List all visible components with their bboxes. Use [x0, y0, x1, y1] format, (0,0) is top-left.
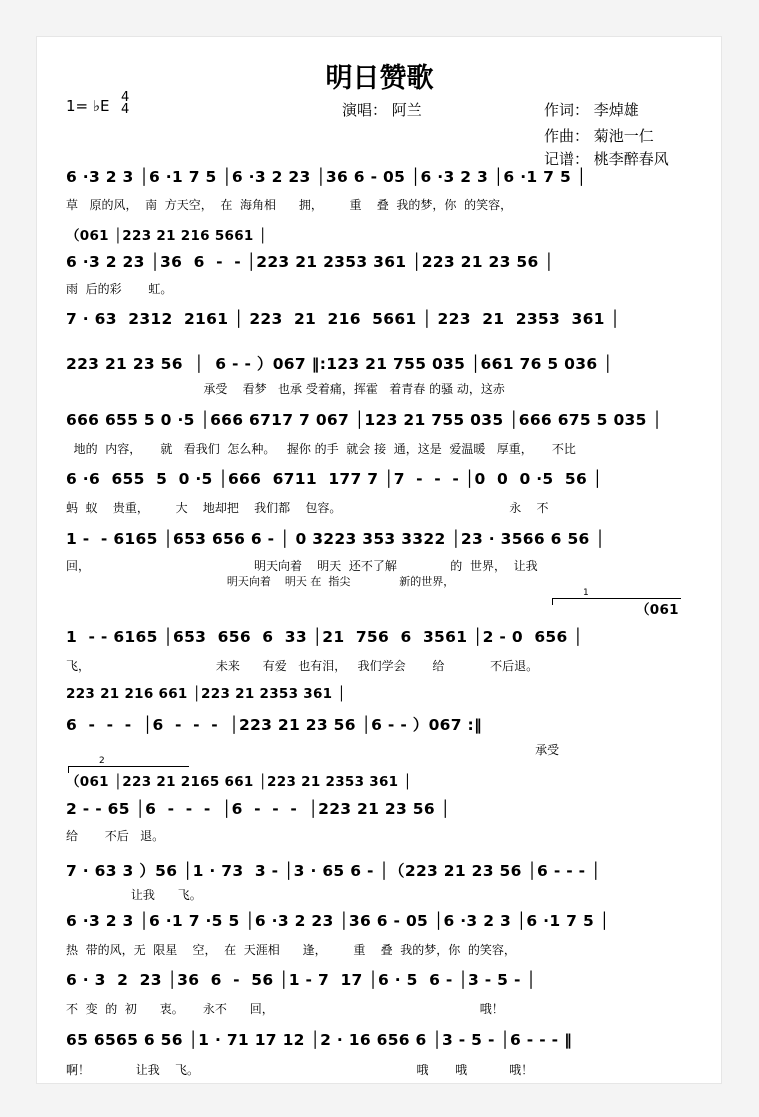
- lyric-line: 承受 看梦 也承 受着痛，挥霍 着青春 的骚 动，这赤: [66, 382, 505, 396]
- lyric-line: 草 原的风， 南 方天空， 在 海角相 拥， 重 叠 我的梦，你 的笑容，: [66, 198, 513, 212]
- notation-line: 6 - - - │6 - - - │223 21 23 56 │6 - - ）067 :‖: [66, 716, 483, 734]
- notation-line: 223 21 216 661 │223 21 2353 361 │: [66, 686, 346, 702]
- notation-line: 7 · 63 2312 2161 │ 223 21 216 5661 │ 223 21 2353 361 │: [66, 310, 621, 328]
- notation-line: （061 │223 21 216 5661 │: [66, 228, 268, 244]
- time-signature: [121, 92, 129, 116]
- lyric-line: 啊！ 让我 飞。 哦 哦 哦！: [66, 1063, 534, 1077]
- notation-line: 7 · 63 3 ）56 │1 · 73 3 - │3 · 65 6 - │（223 21 23 56 │6 - - - │: [66, 862, 601, 880]
- lyric-line: 雨 后的彩 虹。: [66, 282, 173, 296]
- notation-line: 1 - - 6165 │653 656 6 - │ 0 3223 353 3322 │23 · 3566 6 56 │: [66, 530, 605, 548]
- lyric-line: 让我 飞。: [66, 888, 202, 902]
- time-signature-bottom: 4: [121, 102, 130, 117]
- notation-line: 6 ·3 2 3 │6 ·1 7 ·5 5 │6 ·3 2 23 │36 6 - 05 │6 ·3 2 3 │6 ·1 7 5 │: [66, 912, 610, 930]
- lyric-line: 给 不后 退。: [66, 829, 165, 843]
- singer-credit: 演唱： 阿兰: [342, 101, 422, 119]
- lyric-line: 回， 明天向着 明天 还不了解 的 世界， 让我: [66, 559, 538, 573]
- notation-line: 2 - - 65 │6 - - - │6 - - - │223 21 23 56 │: [66, 800, 451, 818]
- lyricist-credit: 作词： 李焯雄: [544, 101, 639, 119]
- notation-line: 666 655 5 0 ·5 │666 6717 7 067 │123 21 755 035 │666 675 5 035 │: [66, 411, 663, 429]
- key-signature: 1= ♭E: [66, 97, 110, 115]
- lyric-line: 地的 内容， 就 看我们 怎么种。 握你 的手 就会 接 通，这是 爱温暖 厚重， 不比: [66, 442, 576, 456]
- lyric-line: 承受: [66, 743, 560, 757]
- first-ending-number: 1: [583, 588, 589, 598]
- notation-line: 6 ·3 2 3 │6 ·1 7 5 │6 ·3 2 23 │36 6 - 05 │6 ·3 2 3 │6 ·1 7 5 │: [66, 168, 587, 186]
- notation-line: 223 21 23 56 │ 6 - - ）067 ‖:123 21 755 035 │661 76 5 036 │: [66, 355, 613, 373]
- notation-line: （061: [636, 602, 679, 618]
- notation-line: 6 · 3 2 23 │36 6 - 56 │1 - 7 17 │6 · 5 6 - │3 - 5 - │: [66, 971, 537, 989]
- song-title: 明日赞歌: [325, 63, 434, 94]
- notation-line: （061 │223 21 2165 661 │223 21 2353 361 │: [66, 774, 412, 790]
- transcriber-credit: 记谱： 桃李醉春风: [544, 150, 669, 168]
- notation-line: 65 6565 6 56 │1 · 71 17 12 │2 · 16 656 6 │3 - 5 - │6 - - - ‖: [66, 1031, 573, 1049]
- lyric-line: 不 变 的 初 衷。 永不 回， 哦！: [66, 1002, 504, 1016]
- time-signature-top: 4: [121, 90, 130, 105]
- lyric-line: 飞， 未来 有爱 也有泪， 我们学会 给 不后退。: [66, 659, 539, 673]
- lyric-line: 明天向着 明天 在 指尖 新的世界，: [66, 575, 455, 588]
- lyric-line: 蚂 蚁 贵重， 大 地却把 我们都 包容。 永 不: [66, 501, 549, 515]
- notation-line: 1 - - 6165 │653 656 6 33 │21 756 6 3561 │2 - 0 656 │: [66, 628, 583, 646]
- second-ending-number: 2: [99, 756, 105, 766]
- lyric-line: 热 带的风，无 限星 空， 在 天涯相 逢， 重 叠 我的梦，你 的笑容，: [66, 943, 516, 957]
- composer-credit: 作曲： 菊池一仁: [544, 127, 654, 145]
- notation-line: 6 ·3 2 23 │36 6 - - │223 21 2353 361 │223 21 23 56 │: [66, 253, 554, 271]
- notation-line: 6 ·6 655 5 0 ·5 │666 6711 177 7 │7 - - - │0 0 0 ·5 56 │: [66, 470, 603, 488]
